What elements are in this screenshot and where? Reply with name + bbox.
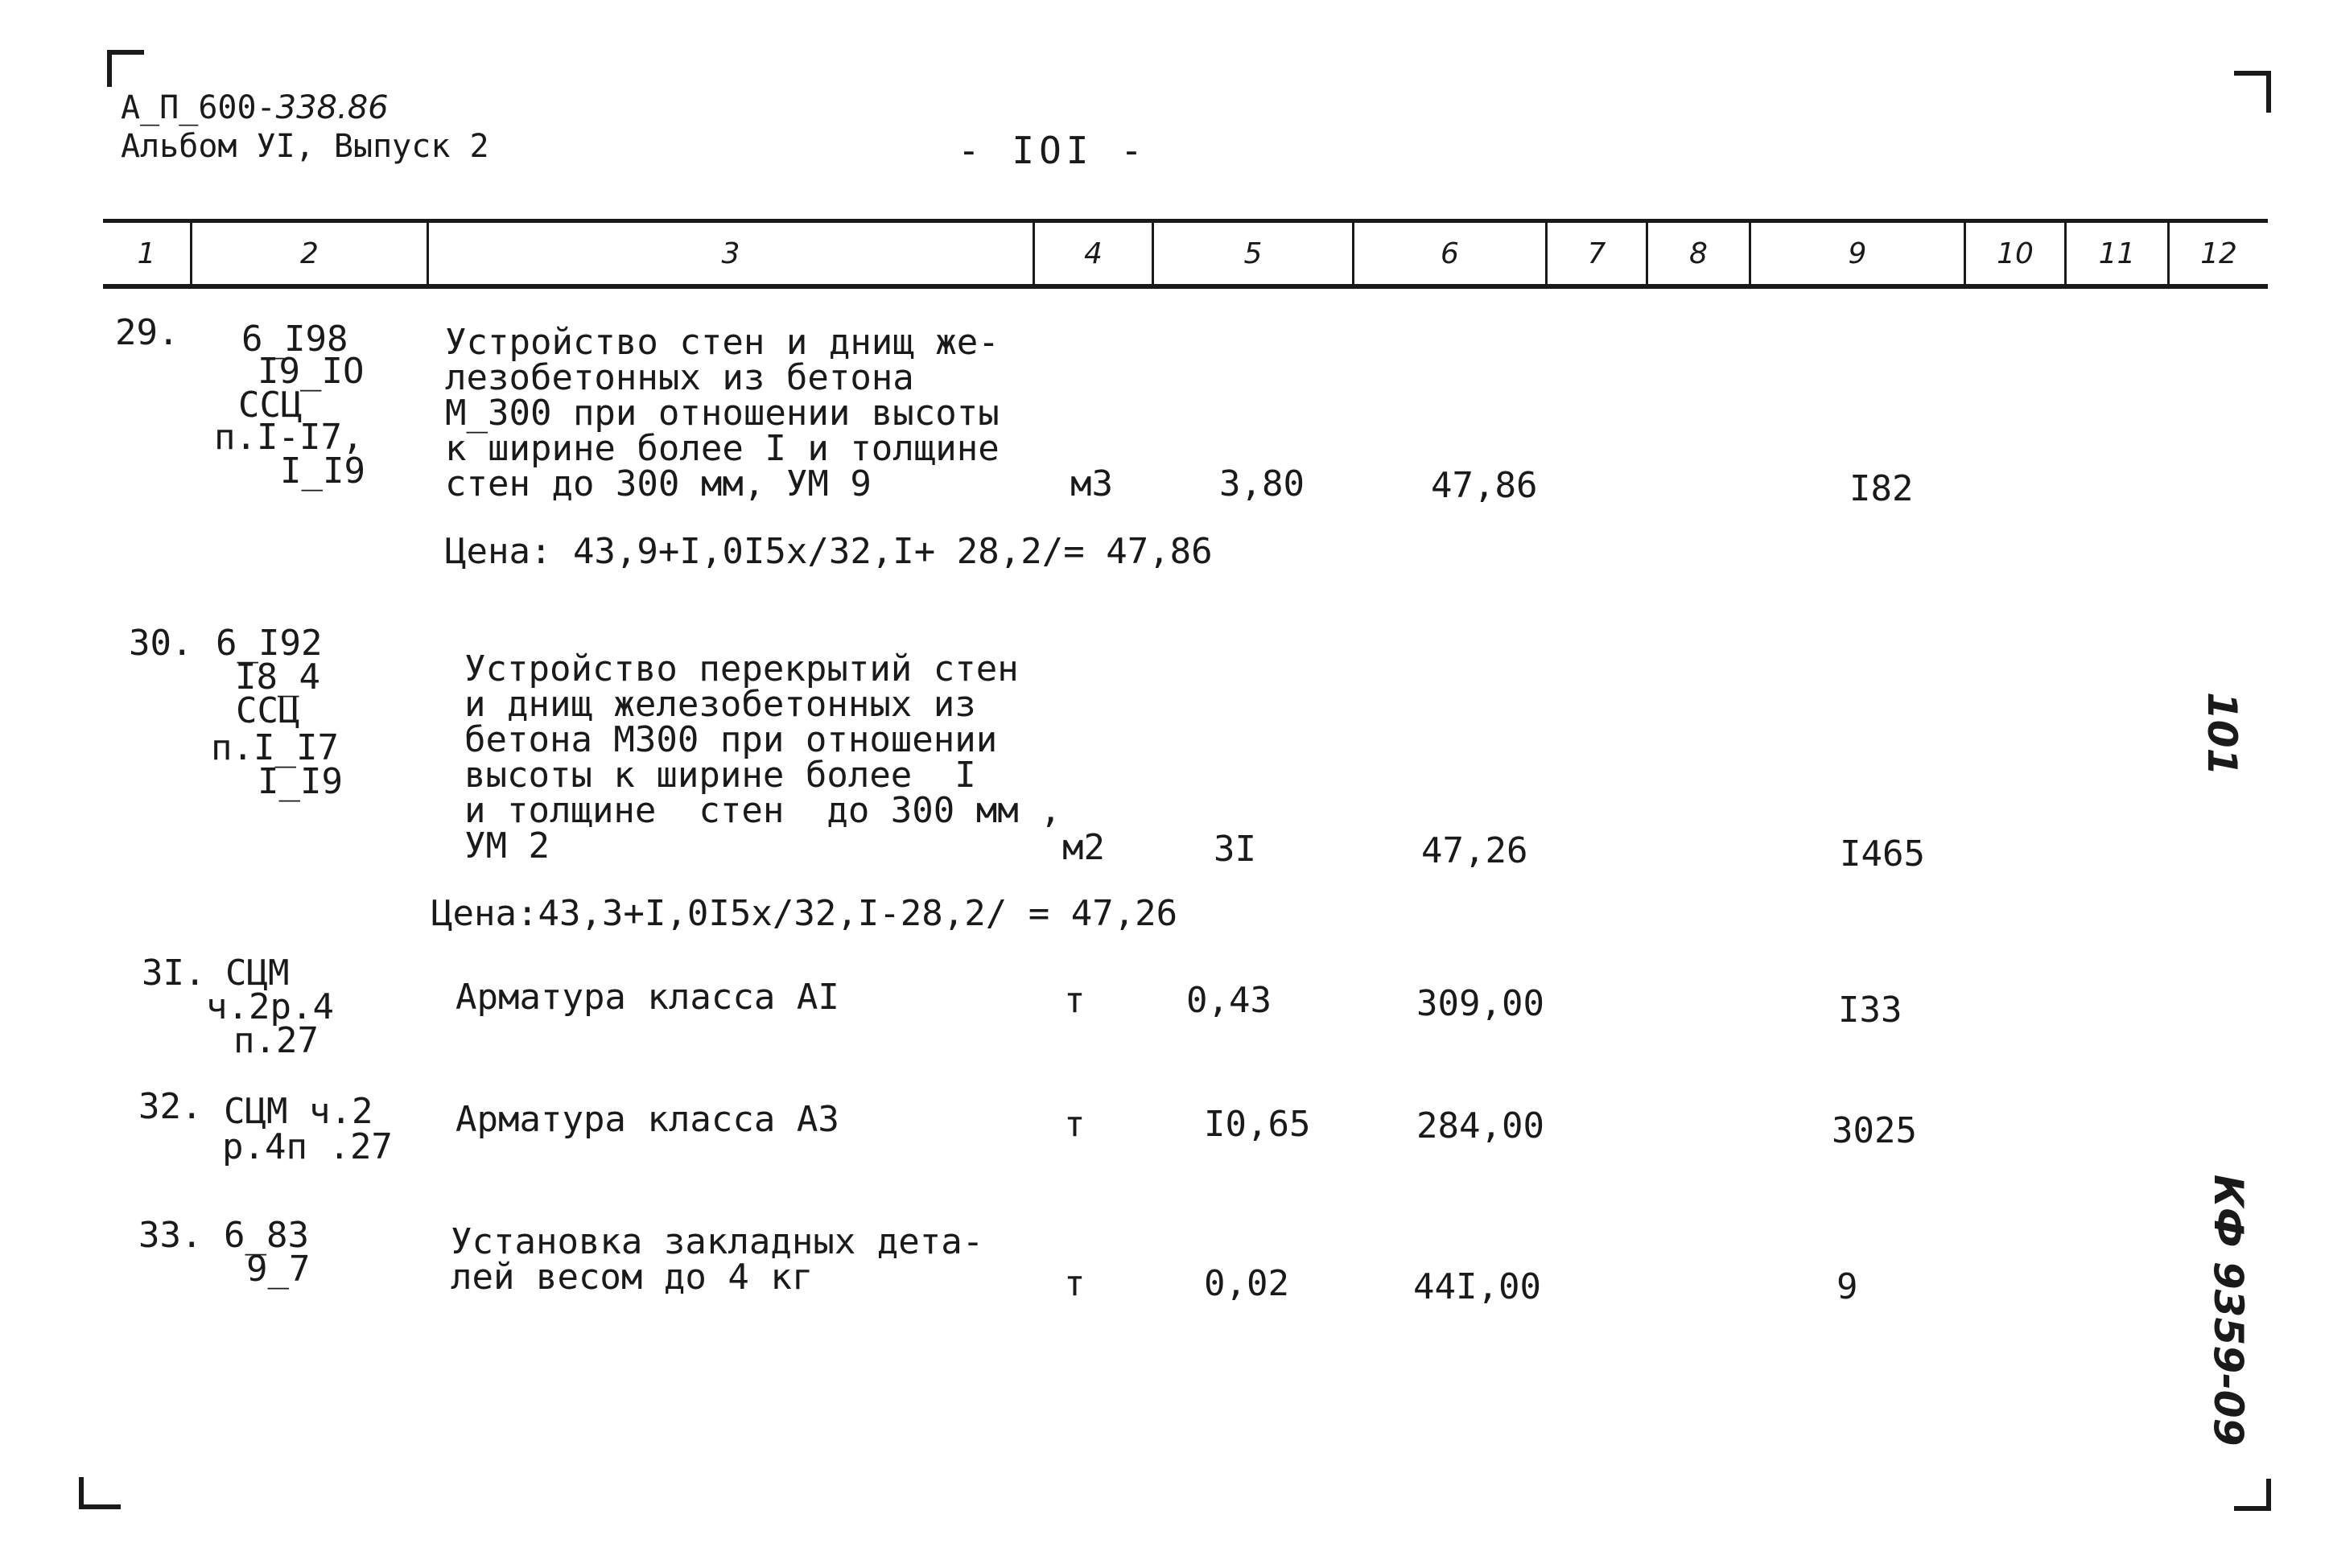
corner-mark-top-right	[2234, 71, 2271, 113]
row-unit: т	[1064, 1263, 1086, 1304]
side-page-number: 101	[2199, 692, 2245, 776]
row-reference: ССЦ	[238, 385, 303, 426]
column-header-row	[103, 219, 2268, 289]
description-line: бетона М300 при отношении	[464, 719, 998, 760]
description-line: и днищ железобетонных из	[464, 684, 976, 725]
row-reference: р.4п .27	[222, 1126, 393, 1167]
row-unit-price: 47,86	[1431, 465, 1538, 506]
row-unit: т	[1064, 980, 1086, 1021]
row-unit: т	[1064, 1104, 1086, 1145]
row-reference: п.27	[233, 1020, 319, 1061]
row-description	[464, 648, 1061, 866]
column-header: 10	[1966, 223, 2067, 284]
row-quantity: 3I	[1214, 829, 1256, 870]
row-reference: I8_4	[235, 656, 320, 698]
row-number: 3I.	[142, 953, 206, 994]
description-line: и толщине стен до 300 мм ,	[464, 790, 1061, 831]
row-total: 9	[1836, 1266, 1858, 1307]
corner-mark-bottom-left	[79, 1477, 121, 1509]
price-formula: Цена:43,3+I,0I5х/32,I-28,2/ = 47,26	[431, 893, 1178, 934]
column-header: 3	[429, 223, 1035, 284]
row-unit: м2	[1062, 827, 1105, 868]
row-description	[445, 322, 1000, 504]
row-unit: м3	[1070, 463, 1113, 504]
row-quantity: 0,02	[1204, 1263, 1289, 1304]
row-reference: СЦМ ч.2	[224, 1091, 373, 1132]
row-total: I33	[1838, 990, 1902, 1031]
row-reference: ССЦ	[236, 690, 300, 731]
column-header: 11	[2067, 223, 2170, 284]
row-reference: 6_I92	[216, 623, 323, 664]
column-header: 5	[1154, 223, 1354, 284]
description-line: к ширине более I и толщине	[445, 428, 1000, 469]
column-header: 6	[1354, 223, 1548, 284]
description-line: высоты к ширине более I	[464, 755, 976, 796]
row-number: 33.	[138, 1215, 203, 1256]
corner-mark-bottom-right	[2234, 1479, 2271, 1511]
row-total: 3025	[1832, 1110, 1917, 1151]
description-line: лезобетонных из бетона	[445, 357, 914, 398]
description-line: Арматура класса А3	[455, 1099, 839, 1140]
row-reference: СЦМ	[225, 953, 290, 994]
description-line: Устройство стен и днищ же-	[445, 322, 1000, 363]
row-unit-price: 309,00	[1416, 983, 1544, 1024]
row-quantity: I0,65	[1204, 1104, 1311, 1145]
row-reference: 6_I98	[241, 319, 348, 360]
row-reference: 9_7	[246, 1249, 311, 1290]
row-reference: I9_IO	[258, 351, 365, 392]
description-line: Арматура класса АI	[455, 977, 839, 1018]
document-code	[121, 88, 389, 127]
row-unit-price: 284,00	[1416, 1105, 1544, 1146]
row-description	[451, 1221, 984, 1298]
archive-stamp: КФ 9359-09	[2205, 1175, 2252, 1447]
column-header: 8	[1648, 223, 1751, 284]
row-number: 29.	[115, 312, 179, 353]
description-line: УМ 2	[464, 825, 550, 866]
row-reference: I_I9	[258, 761, 343, 802]
row-reference: I_I9	[280, 451, 365, 492]
row-total: I465	[1840, 833, 1925, 875]
row-unit-price: 47,26	[1421, 830, 1528, 871]
row-quantity: 3,80	[1219, 463, 1305, 504]
row-reference: 6_83	[224, 1215, 309, 1256]
row-description	[455, 977, 839, 1018]
page-number: - IOI -	[958, 129, 1148, 172]
row-reference: п.I_I7	[211, 727, 339, 768]
column-header: 12	[2200, 237, 2237, 270]
column-header: 2	[192, 223, 429, 284]
row-number: 30.	[129, 623, 193, 664]
description-line: Установка закладных дета-	[451, 1221, 984, 1262]
row-quantity: 0,43	[1186, 980, 1272, 1021]
description-line: М_300 при отношении высоты	[445, 393, 1000, 434]
column-header: 9	[1751, 223, 1966, 284]
description-line: Устройство перекрытий стен	[464, 648, 1019, 689]
row-reference: ч.2р.4	[206, 986, 334, 1027]
column-header: 7	[1548, 223, 1648, 284]
row-unit-price: 44I,00	[1413, 1266, 1541, 1307]
price-formula: Цена: 43,9+I,0I5х/32,I+ 28,2/= 47,86	[445, 531, 1213, 572]
corner-mark-top-left	[107, 50, 144, 87]
row-reference: п.I-I7,	[214, 417, 364, 458]
description-line: лей весом до 4 кг	[451, 1257, 814, 1298]
description-line: стен до 300 мм, УМ 9	[445, 463, 872, 504]
document-code-prefix: А_П_600-	[121, 89, 276, 126]
row-description	[455, 1099, 839, 1140]
document-code-suffix: 338.86	[275, 89, 389, 126]
row-total: I82	[1849, 468, 1914, 509]
column-header: 4	[1035, 223, 1154, 284]
album-title: Альбом УI, Выпуск 2	[121, 128, 489, 165]
row-number: 32.	[138, 1086, 203, 1127]
column-header: 1	[103, 223, 192, 284]
